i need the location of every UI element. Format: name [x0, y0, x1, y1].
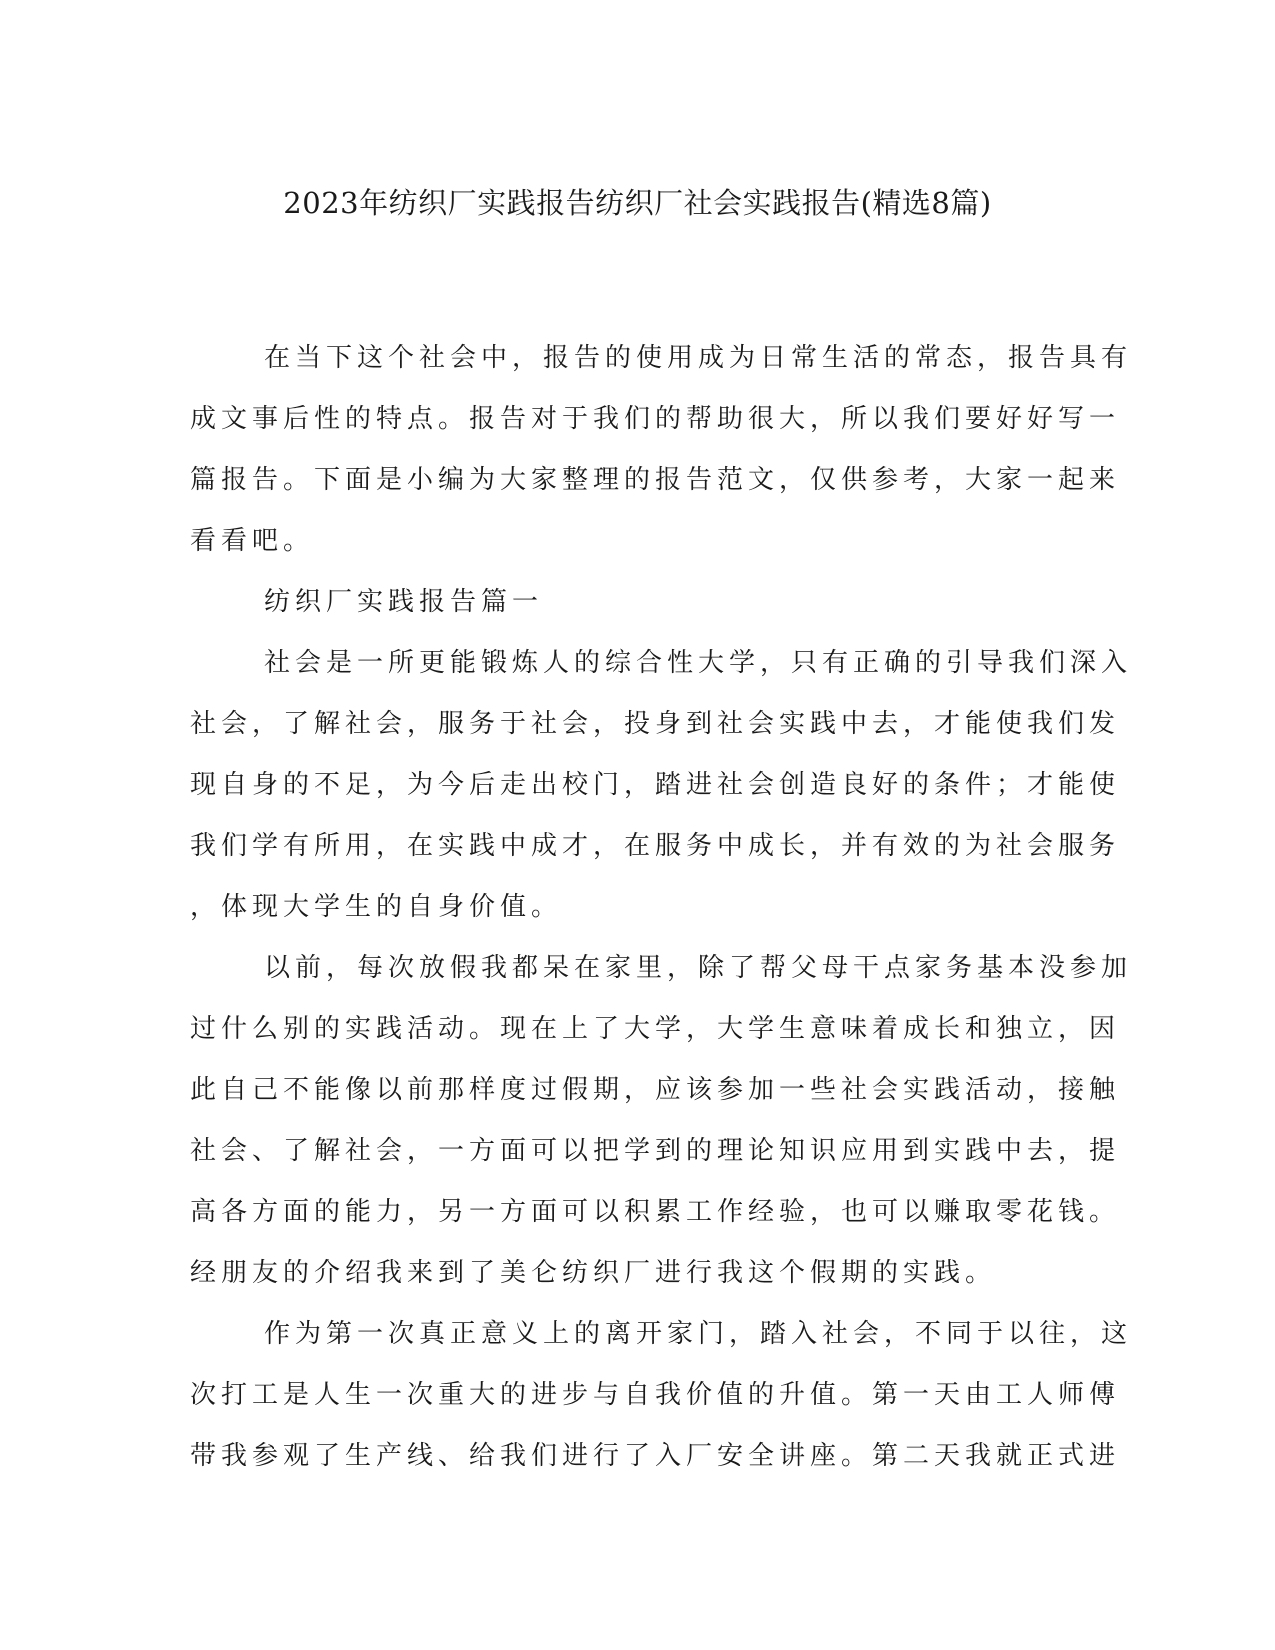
paragraph-line: 经朋友的介绍我来到了美仑纺织厂进行我这个假期的实践。	[190, 1258, 997, 1288]
paragraph-line: 社会、了解社会，一方面可以把学到的理论知识应用到实践中去，提	[190, 1136, 1121, 1166]
paragraph-line: 此自己不能像以前那样度过假期，应该参加一些社会实践活动，接触	[190, 1075, 1121, 1105]
document-title: 2023年纺织厂实践报告纺织厂社会实践报告(精选8篇)	[283, 186, 992, 220]
paragraph-line: 现自身的不足，为今后走出校门，踏进社会创造良好的条件；才能使	[190, 770, 1121, 800]
document-body	[190, 328, 1133, 1487]
paragraph-first-line: 纺织厂实践报告篇一	[264, 587, 544, 617]
paragraph-line: 我们学有所用，在实践中成才，在服务中成长，并有效的为社会服务	[190, 831, 1121, 861]
paragraph-line: ，体现大学生的自身价值。	[190, 892, 563, 922]
paragraph-line: 次打工是人生一次重大的进步与自我价值的升值。第一天由工人师傅	[190, 1380, 1121, 1410]
paragraph-line: 过什么别的实践活动。现在上了大学，大学生意味着成长和独立，因	[190, 1014, 1121, 1044]
paragraph-line: 带我参观了生产线、给我们进行了入厂安全讲座。第二天我就正式进	[190, 1441, 1121, 1471]
paragraph-line: 社会，了解社会，服务于社会，投身到社会实践中去，才能使我们发	[190, 709, 1121, 739]
paragraph-line: 成文事后性的特点。报告对于我们的帮助很大，所以我们要好好写一	[190, 404, 1121, 434]
paragraph-first-line: 以前，每次放假我都呆在家里，除了帮父母干点家务基本没参加	[264, 953, 1133, 983]
paragraph-first-line: 在当下这个社会中，报告的使用成为日常生活的常态，报告具有	[264, 343, 1133, 373]
paragraph-line: 看看吧。	[190, 526, 315, 556]
paragraph-line: 高各方面的能力，另一方面可以积累工作经验，也可以赚取零花钱。	[190, 1197, 1121, 1227]
paragraph-first-line: 社会是一所更能锻炼人的综合性大学，只有正确的引导我们深入	[264, 648, 1133, 678]
paragraph-first-line: 作为第一次真正意义上的离开家门，踏入社会，不同于以往，这	[264, 1319, 1133, 1349]
paragraph-line: 篇报告。下面是小编为大家整理的报告范文，仅供参考，大家一起来	[190, 465, 1121, 495]
